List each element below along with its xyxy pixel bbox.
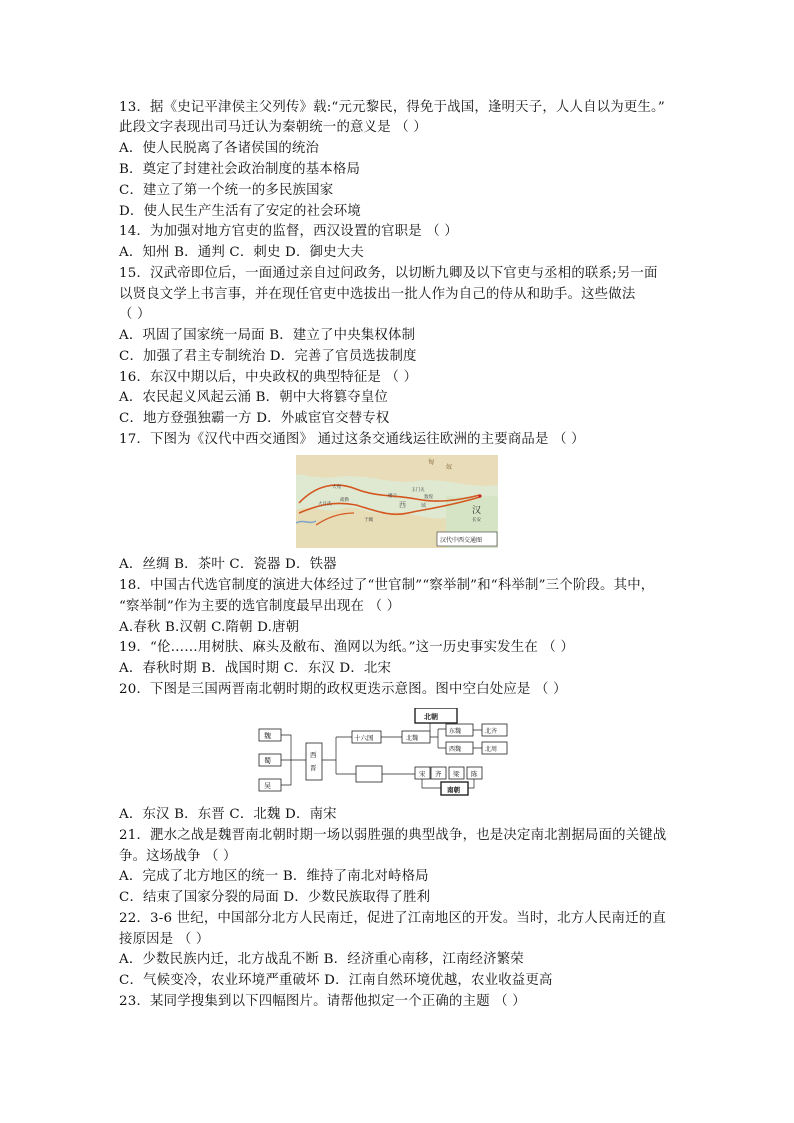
q23-stem: 23．某同学搜集到以下四幅图片。请帮他拟定一个正确的主题 （ ）: [119, 994, 526, 1009]
label-beizhou: 北周: [485, 746, 498, 753]
map-label-xi: 西: [399, 501, 406, 509]
label-beichao: 北朝: [424, 713, 438, 721]
map-label-dunhuang: 敦煌: [424, 495, 433, 500]
box-xijin: [306, 743, 322, 780]
label-shu: 蜀: [264, 757, 271, 765]
q17-stem: 17．下图为《汉代中西交通图》 通过这条交通线运往欧洲的主要商品是 （ ）: [119, 432, 585, 447]
dynasty-succession-diagram: [258, 708, 508, 796]
map-label-yutian: 于阗: [364, 518, 373, 523]
q13-stem-line2: 此段文字表现出司马迁认为秦朝统一的意义是 （ ）: [119, 120, 427, 135]
map-label-han: 汉: [472, 506, 482, 516]
q16-options-ab: A．农民起义风起云涌 B．朝中大将篡夺皇位: [119, 390, 388, 405]
q22-options-ab: A．少数民族内迁，北方战乱不断 B．经济重心南移，江南经济繁荣: [119, 952, 524, 967]
q20-options: A．东汉 B．东晋 C．北魏 D．南宋: [119, 807, 337, 822]
q13-stem-line1: 13．据《史记平津侯主父列传》载:“元元黎民，得免于战国，逢明天子，人人自以为更生。”: [119, 100, 665, 115]
q22-stem-line2: 接原因是 （ ）: [119, 932, 210, 947]
box-blank: [356, 766, 382, 782]
label-liang: 梁: [453, 770, 460, 778]
label-xijin-2: 晋: [310, 764, 317, 772]
q13-option-c: C．建立了第一个统一的多民族国家: [119, 183, 334, 198]
map-label-yumenguan: 玉门关: [411, 488, 425, 493]
q13-option-a: A．使人民脱离了各诸侯国的统治: [119, 141, 320, 156]
q14-stem: 14．为加强对地方官吏的监督，西汉设置的官职是 （ ）: [119, 224, 458, 239]
map-label-xiongnu-1: 匈: [428, 459, 435, 466]
q18-options: A.春秋 B.汉朝 C.隋朝 D.唐朝: [119, 620, 300, 635]
han-silk-road-map: [296, 455, 498, 548]
q17-options: A．丝绸 B．茶叶 C．瓷器 D．铁器: [119, 557, 337, 572]
map-label-shule: 疏勒: [340, 498, 349, 503]
label-qi: 齐: [435, 770, 442, 778]
q15-stem-line2: 以贤良文学上书言事，并在现任官吏中选拔出一批人作为自己的侍从和助手。这些做法: [119, 287, 636, 302]
map-marker-changan: [478, 494, 481, 497]
map-label-yu: 域: [421, 503, 427, 509]
label-wei: 魏: [264, 732, 271, 740]
label-beiqi: 北齐: [485, 728, 498, 735]
q21-stem-line1: 21．淝水之战是魏晋南北朝时期一场以弱胜强的典型战争，也是决定南北割据局面的关键战: [119, 828, 667, 843]
label-song: 宋: [419, 770, 426, 778]
label-wu: 吴: [264, 782, 271, 790]
q18-stem-line1: 18．中国古代选官制度的演进大体经过了“世官制”“察举制”和“科举制”三个阶段。其中，: [119, 578, 655, 593]
map-label-dayuezhi: 大月氏: [318, 502, 332, 507]
q15-stem-line1: 15．汉武帝即位后，一面通过亲自过问政务，以切断九卿及以下官吏与丞相的联系;另一面: [119, 266, 658, 281]
q15-options-ab: A．巩固了国家统一局面 B．建立了中央集权体制: [119, 328, 416, 343]
q21-options-ab: A．完成了北方地区的统一 B．维持了南北对峙格局: [119, 869, 429, 884]
q20-stem: 20．下图是三国两晋南北朝时期的政权更迭示意图。图中空白处应是 （ ）: [119, 682, 567, 697]
map-label-changan: 长安: [472, 518, 481, 523]
q21-options-cd: C．结束了国家分裂的局面 D．少数民族取得了胜利: [119, 890, 431, 905]
q21-stem-line2: 争。这场战争 （ ）: [119, 849, 237, 864]
label-xiwei: 西魏: [449, 746, 462, 753]
q13-option-d: D．使人民生产生活有了安定的社会环境: [119, 204, 361, 219]
q22-stem-line1: 22．3-6 世纪，中国部分北方人民南迁，促进了江南地区的开发。当时，北方人民南迁的直: [119, 911, 666, 926]
label-nanchao: 南朝: [447, 786, 460, 794]
label-dongwei: 东魏: [449, 728, 462, 735]
q14-options: A．知州 B．通判 C．刺史 D．御史大夫: [119, 245, 364, 260]
q19-stem: 19．“伦……用树肤、麻头及敝布、渔网以为纸。”这一历史事实发生在 （ ）: [119, 640, 575, 655]
q16-options-cd: C．地方登强独霸一方 D．外戚宦官交替专权: [119, 411, 390, 426]
q15-options-cd: C．加强了君主专制统治 D．完善了官员选拔制度: [119, 349, 417, 364]
q19-options: A．春秋时期 B．战国时期 C．东汉 D．北宋: [119, 661, 392, 676]
label-shiliuguo: 十六国: [354, 734, 374, 742]
map-label-loulan: 楼兰: [388, 494, 397, 499]
q15-stem-line3: （ ）: [119, 307, 151, 322]
label-xijin-1: 西: [310, 751, 317, 759]
label-beiwei: 北魏: [406, 735, 419, 742]
map-caption: 汉代中西交通图: [440, 537, 483, 544]
q22-options-cd: C．气候变冷，农业环境严重破坏 D．江南自然环境优越，农业收益更高: [119, 973, 553, 988]
q18-stem-line2: “察举制”作为主要的选官制度最早出现在 （ ）: [119, 599, 401, 614]
q13-option-b: B．奠定了封建社会政治制度的基本格局: [119, 162, 361, 177]
map-label-xiongnu-2: 奴: [446, 464, 453, 471]
label-chen: 陈: [471, 770, 478, 778]
map-label-dayuan: 大宛: [332, 485, 341, 490]
q16-stem: 16．东汉中期以后，中央政权的典型特征是 （ ）: [119, 370, 418, 385]
